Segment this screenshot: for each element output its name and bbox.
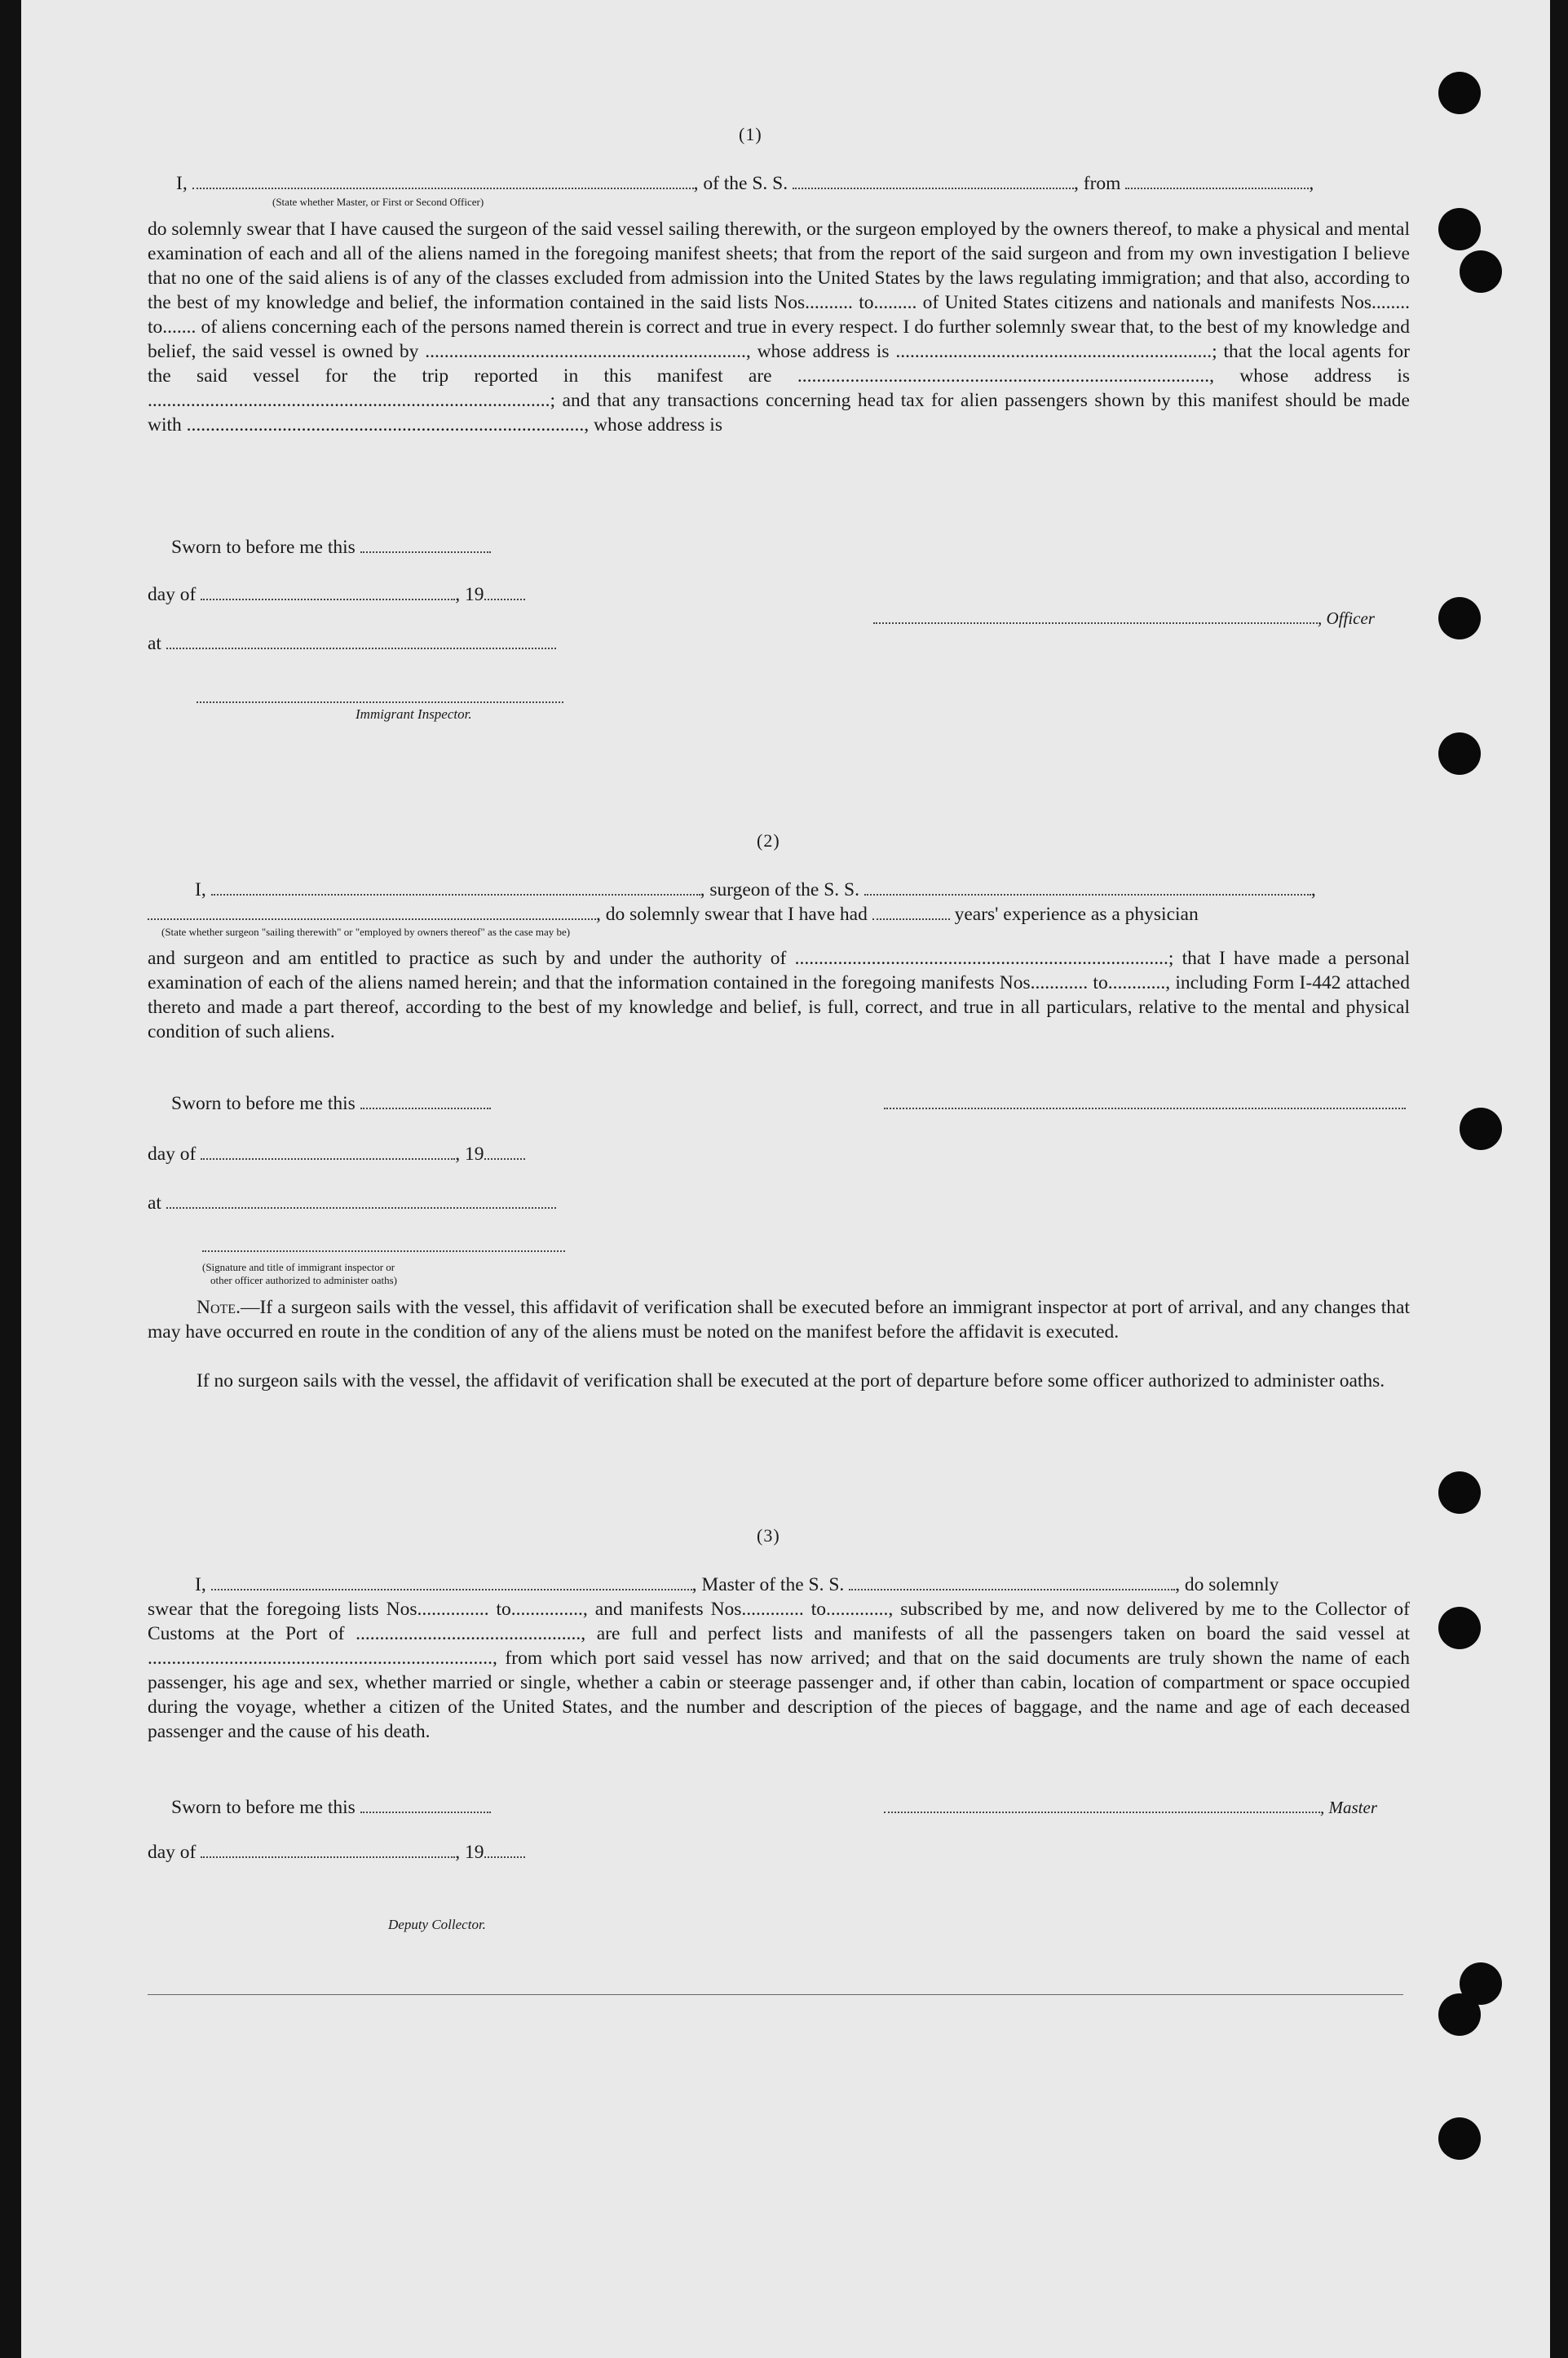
- s2-second-line: , do solemnly swear that I have had years' experience as a physician: [148, 904, 1199, 926]
- binder-hole: [1438, 1471, 1481, 1514]
- s1-at: at: [148, 633, 556, 655]
- s3-collector-label: Deputy Collector.: [388, 1917, 486, 1932]
- s1-body: do solemnly swear that I have caused the surgeon of the said vessel sailing therewith, or the surgeon employed by the owners thereof, to make a physical and mental examination of each and all of the aliens named in the foregoing manifest sheets; that from the report of the said surgeon and from my own investigation I believe that no one of the said aliens is of any of the classes excluded from admission into the United States by the laws regulating immigration; and that also, according to the best of my knowledge and belief, the information contained in the said lists Nos.......... to......... of United States citizens and nationals and manifests Nos........ to....... of aliens concerning each of the persons named therein is correct and true in every respect. I do further solemnly swear that, to the best of my knowledge and belief, the said vessel is owned by ..................................................................., whose address is ..................................................................; that the local agents for the said vessel for the trip reported in this manifest are ......................................................................................, whose address is ....................................................................................; and that any transactions concerning head tax for alien passengers shown by this manifest should be made with ..................................................................................., whose address is: [148, 219, 1410, 436]
- s3-master-line: , Master: [884, 1797, 1377, 1819]
- s3-body: swear that the foregoing lists Nos............... to..............., and manifests Nos............. to............., subscribed by me, and now delivered by me to the Collector of Customs at the Port of ..............................................., are full and perfect lists and manifests of all the passengers taken on board the said vessel at ........................................................................, from which port said vessel has now arrived; and that on the said documents are truly shown the name of each passenger, his age and sex, whether married or single, whether a cabin or steerage passenger and, if other than cabin, location of compartment or space occupied during the voyage, whether a citizen of the United States, and the number and description of the pieces of baggage, and the name and age of each deceased passenger and the cause of his death.: [148, 1599, 1410, 1742]
- s2-note-label: Note.: [197, 1297, 241, 1318]
- binder-hole: [1438, 72, 1481, 114]
- s1-i: I,: [176, 173, 188, 194]
- binder-hole: [1438, 1607, 1481, 1649]
- s1-inspector-label: Immigrant Inspector.: [356, 706, 472, 722]
- s1-header-line: I, , of the S. S. , from ,: [176, 173, 1314, 194]
- section-2-number: (2): [757, 830, 780, 851]
- s2-surgeon-sign-blank: [884, 1093, 1406, 1109]
- section-1-number: (1): [739, 124, 762, 144]
- s2-sig-note-2: other officer authorized to administer oaths): [210, 1274, 397, 1286]
- s3-sworn: Sworn to before me this: [171, 1797, 491, 1819]
- manifest-page: [21, 0, 1550, 2358]
- s2-note-text: —If a surgeon sails with the vessel, this affidavit of verification shall be executed before an immigrant inspector at port of arrival, and any changes that may have occurred en route in the condition of any of the aliens must be noted on the manifest before the affidavit is executed.: [148, 1297, 1410, 1343]
- s2-note-2: If no surgeon sails with the vessel, the affidavit of verification shall be executed at the port of departure before some officer authorized to administer oaths.: [197, 1370, 1385, 1391]
- s2-sworn: Sworn to before me this: [171, 1093, 491, 1115]
- binder-hole: [1438, 732, 1481, 775]
- s3-header-line: I, , Master of the S. S. , do solemnly: [195, 1574, 1279, 1595]
- s2-header-line: I, , surgeon of the S. S. ,: [195, 879, 1316, 900]
- binder-hole: [1460, 250, 1502, 293]
- s1-officer-sign-blank: [873, 608, 1318, 624]
- s1-inspector-sign-blank: [197, 687, 563, 703]
- s1-day-of: day of , 19: [148, 584, 525, 606]
- s2-day-of: day of , 19: [148, 1144, 525, 1166]
- s1-officer-blank: [192, 173, 694, 189]
- s1-officer-line: , Officer: [873, 608, 1375, 630]
- section-3-number: (3): [757, 1525, 780, 1546]
- s2-sig-note-1: (Signature and title of immigrant inspector or: [202, 1261, 395, 1273]
- s1-from-blank: [1125, 173, 1309, 189]
- s1-sworn: Sworn to before me this: [171, 537, 491, 559]
- s2-body: and surgeon and am entitled to practice as such by and under the authority of ..............................................................................; that I have made a personal examination of each of the aliens named herein; and that the information contained in the foregoing manifests Nos............ to............, including Form I-442 attached thereto and made a part thereof, according to the best of my knowledge and belief, is full, correct, and true in all particulars, relative to the mental and physical condition of such aliens.: [148, 948, 1410, 1042]
- binder-hole: [1438, 208, 1481, 250]
- binder-hole: [1460, 1108, 1502, 1150]
- s2-surgeon-note: (State whether surgeon "sailing therewith" or "employed by owners thereof" as the case may be): [161, 926, 571, 938]
- s1-from: , from: [1074, 173, 1121, 194]
- binder-hole: [1438, 1993, 1481, 2036]
- binder-hole: [1438, 597, 1481, 639]
- binder-hole: [1438, 2117, 1481, 2160]
- s2-at: at: [148, 1192, 556, 1214]
- s2-inspector-sign-blank: [202, 1236, 565, 1252]
- s1-vessel-blank: [793, 173, 1074, 189]
- s2-note: [148, 1295, 1410, 1344]
- s1-master-note: (State whether Master, or First or Second Officer): [272, 196, 484, 208]
- bottom-rule: [148, 1994, 1403, 1995]
- s3-day-of: day of , 19: [148, 1842, 525, 1864]
- s1-of-ss: , of the S. S.: [693, 173, 788, 194]
